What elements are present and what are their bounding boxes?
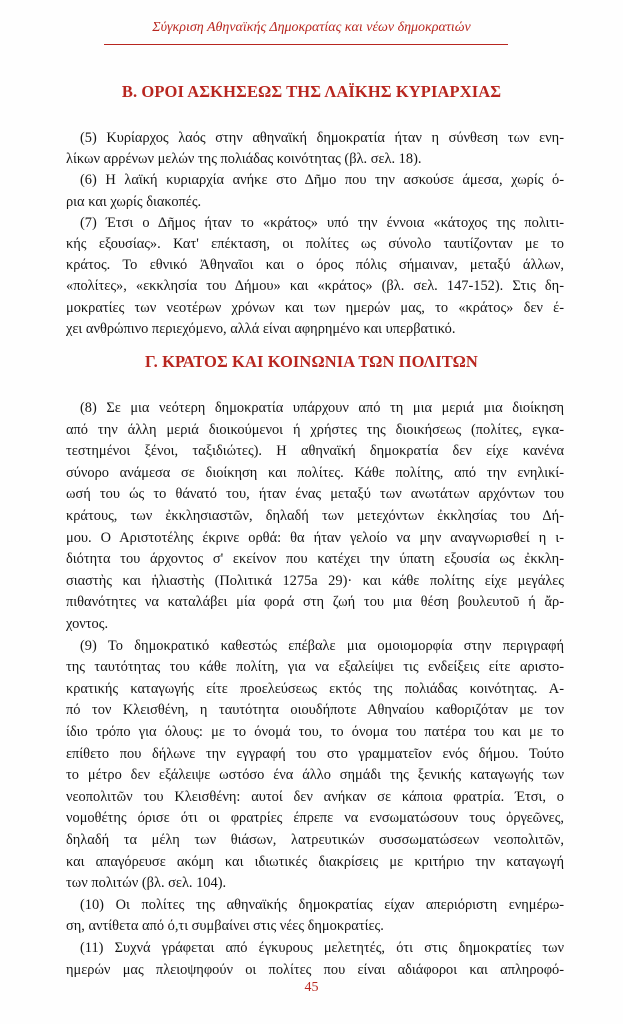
section-g-heading: Γ. ΚΡΑΤΟΣ ΚΑΙ ΚΟΙΝΩΝΙΑ ΤΩΝ ΠΟΛΙΤΩΝ (145, 352, 478, 371)
text-line: λίκων αρρένων μελών της πολιάδας κοινότητας (βλ. σελ. 18). (66, 151, 422, 167)
section-b-heading: Β. ΟΡΟΙ ΑΣΚΗΣΕΩΣ ΤΗΣ ΛΑΪΚΗΣ ΚΥΡΙΑΡΧΙΑΣ (121, 82, 502, 101)
text-line: ίδιο τρόπο για όλους: με το όνομά του, το όνομα του πατέρα του και με το (66, 724, 564, 740)
text-line: κράτους, των ἐκκλησιαστῶν, δηλαδή των μετεχόντων ἐκκλησίας του Δή- (66, 508, 564, 524)
text-line: κράτος. Το εθνικό Ἀθηναῖοι και ο όρος πόλις σήμαιναν, μεταξύ άλλων, (66, 257, 564, 273)
text-line: «πολίτες», «εκκλησία του Δήμου» και «κράτος» (βλ. σελ. 147-152). Στις δη- (66, 278, 564, 294)
text-line: και απαγόρευσε ακόμη και ιδιωτικές διακρίσεις με κριτήριο την καταγωγή (66, 854, 564, 870)
text-line: επίθετο που δήλωνε την εγγραφή του στο γραμματεῖον ενός δήμου. Τούτο (66, 746, 564, 762)
text-line: (9) Το δημοκρατικό καθεστώς επέβαλε μια ομοιομορφία στην περιγραφή (80, 638, 564, 654)
running-head: Σύγκριση Αθηναϊκής Δημοκρατίας και νέων δημοκρατιών (152, 20, 471, 35)
text-line: (10) Οι πολίτες της αθηναϊκής δημοκρατίας είχαν απεριόριστη ενημέρω- (80, 897, 564, 913)
text-line: ρια και χωρίς διακοπές. (66, 194, 202, 210)
text-line: των πολιτών (βλ. σελ. 104). (66, 875, 227, 891)
text-line: (5) Κυρίαρχος λαός στην αθηναϊκή δημοκρατία ήταν η σύνθεση των ενη- (80, 130, 564, 146)
text-line: δηλαδή τα μέλη των θιάσων, λατρευτικών συσσωματώσεων νεοπολιτῶν, (66, 832, 564, 848)
text-line: χει ανθρώπινο περιεχόμενο, αλλά είναι αφηρημένο και υπερβατικό. (66, 321, 456, 337)
page-number: 45 (304, 980, 319, 995)
text-line: χοντος. (66, 616, 109, 632)
text-line: μοκρατίες των νεοτέρων χρόνων και των ημερών μας, το «κράτος» δεν έ- (66, 300, 564, 316)
text-line: διότητα του άρχοντος σ' εκείνον που κατέχει την ύπατη εξουσία ως ἐκκλη- (66, 551, 564, 567)
text-line: (11) Συχνά γράφεται από έγκυρους μελετητές, ότι στις δημοκρατίες των (80, 940, 564, 956)
text-line: ση, αντίθετα από ό,τι συμβαίνει στις νέες δημοκρατίες. (66, 918, 384, 934)
text-line: το μέτρο δεν εξάλειψε ωστόσο ένα άλλο σημάδι της ξενικής καταγωγής των (66, 767, 564, 783)
text-line: ημερών μας πλειοψηφούν οι πολίτες που είναι αδιάφοροι και απληροφό- (66, 962, 564, 978)
text-line: (8) Σε μια νεότερη δημοκρατία υπάρχουν από τη μια μεριά μια διοίκηση (80, 400, 564, 416)
text-line: σύνορο ανάμεσα σε διοίκηση και πολίτες. Κάθε πολίτης, από την ενηλικί- (66, 465, 564, 481)
text-line: κής εξουσίας». Κατ' επέκταση, οι πολίτες ως σύνολο ταυτίζονταν με το (66, 236, 564, 252)
text-line: τεστημένοι ξένοι, ταξιδιώτες). Η αθηναϊκή δημοκρατία δεν είχε κανένα (66, 443, 564, 459)
text-line: σιαστὴς και ἡλιαστὴς (Πολιτικά 1275a 29)· και κάθε πολίτης είχε μεγάλες (66, 573, 564, 589)
text-line: πό τον Κλεισθένη, η ταυτότητα οιουδήποτε Αθηναίου καθοριζόταν με τον (66, 702, 564, 718)
header-rule (104, 44, 508, 45)
text-line: μου. Ο Αριστοτέλης έκρινε ορθά: θα ήταν γελοίο να μην αναγνωρισθεί η ι- (66, 530, 564, 546)
text-line: από την άλλη μεριά διοικούμενοι ή χρήστες της διοικήσεως (πολίτες, εγκα- (66, 422, 564, 438)
text-line: πιθανότητες να καταλάβει μία φορά στη ζωή του μια θέση βουλευτοῦ ή ἄρ- (66, 594, 564, 610)
text-line: κρατικής καταγωγής είτε προελεύσεως εκτός της πολιάδας κοινότητας. Α- (66, 681, 564, 697)
text-line: νεοπολιτῶν του Κλεισθένη: αυτοί δεν ανήκαν σε κάποια φρατρία. Έτσι, ο (66, 789, 564, 805)
text-line: (6) Η λαϊκή κυριαρχία ανήκε στο Δῆμο που την ασκούσε άμεσα, χωρίς ό- (80, 172, 564, 188)
text-line: νομοθέτης όρισε ότι οι φρατρίες έπρεπε να ενσωματώσουν τους ὀργεῶνες, (66, 810, 564, 826)
text-line: ωσή του ώς το θάνατό του, ήταν ένας μεταξύ των ανωτάτων αρχόντων του (66, 486, 564, 502)
text-line: της ταυτότητας του κάθε πολίτη, για να εξαλείψει τις ενδείξεις είτε αριστο- (66, 659, 564, 675)
text-line: (7) Έτσι ο Δῆμος ήταν το «κράτος» υπό την έννοια «κάτοχος της πολιτι- (80, 215, 564, 231)
